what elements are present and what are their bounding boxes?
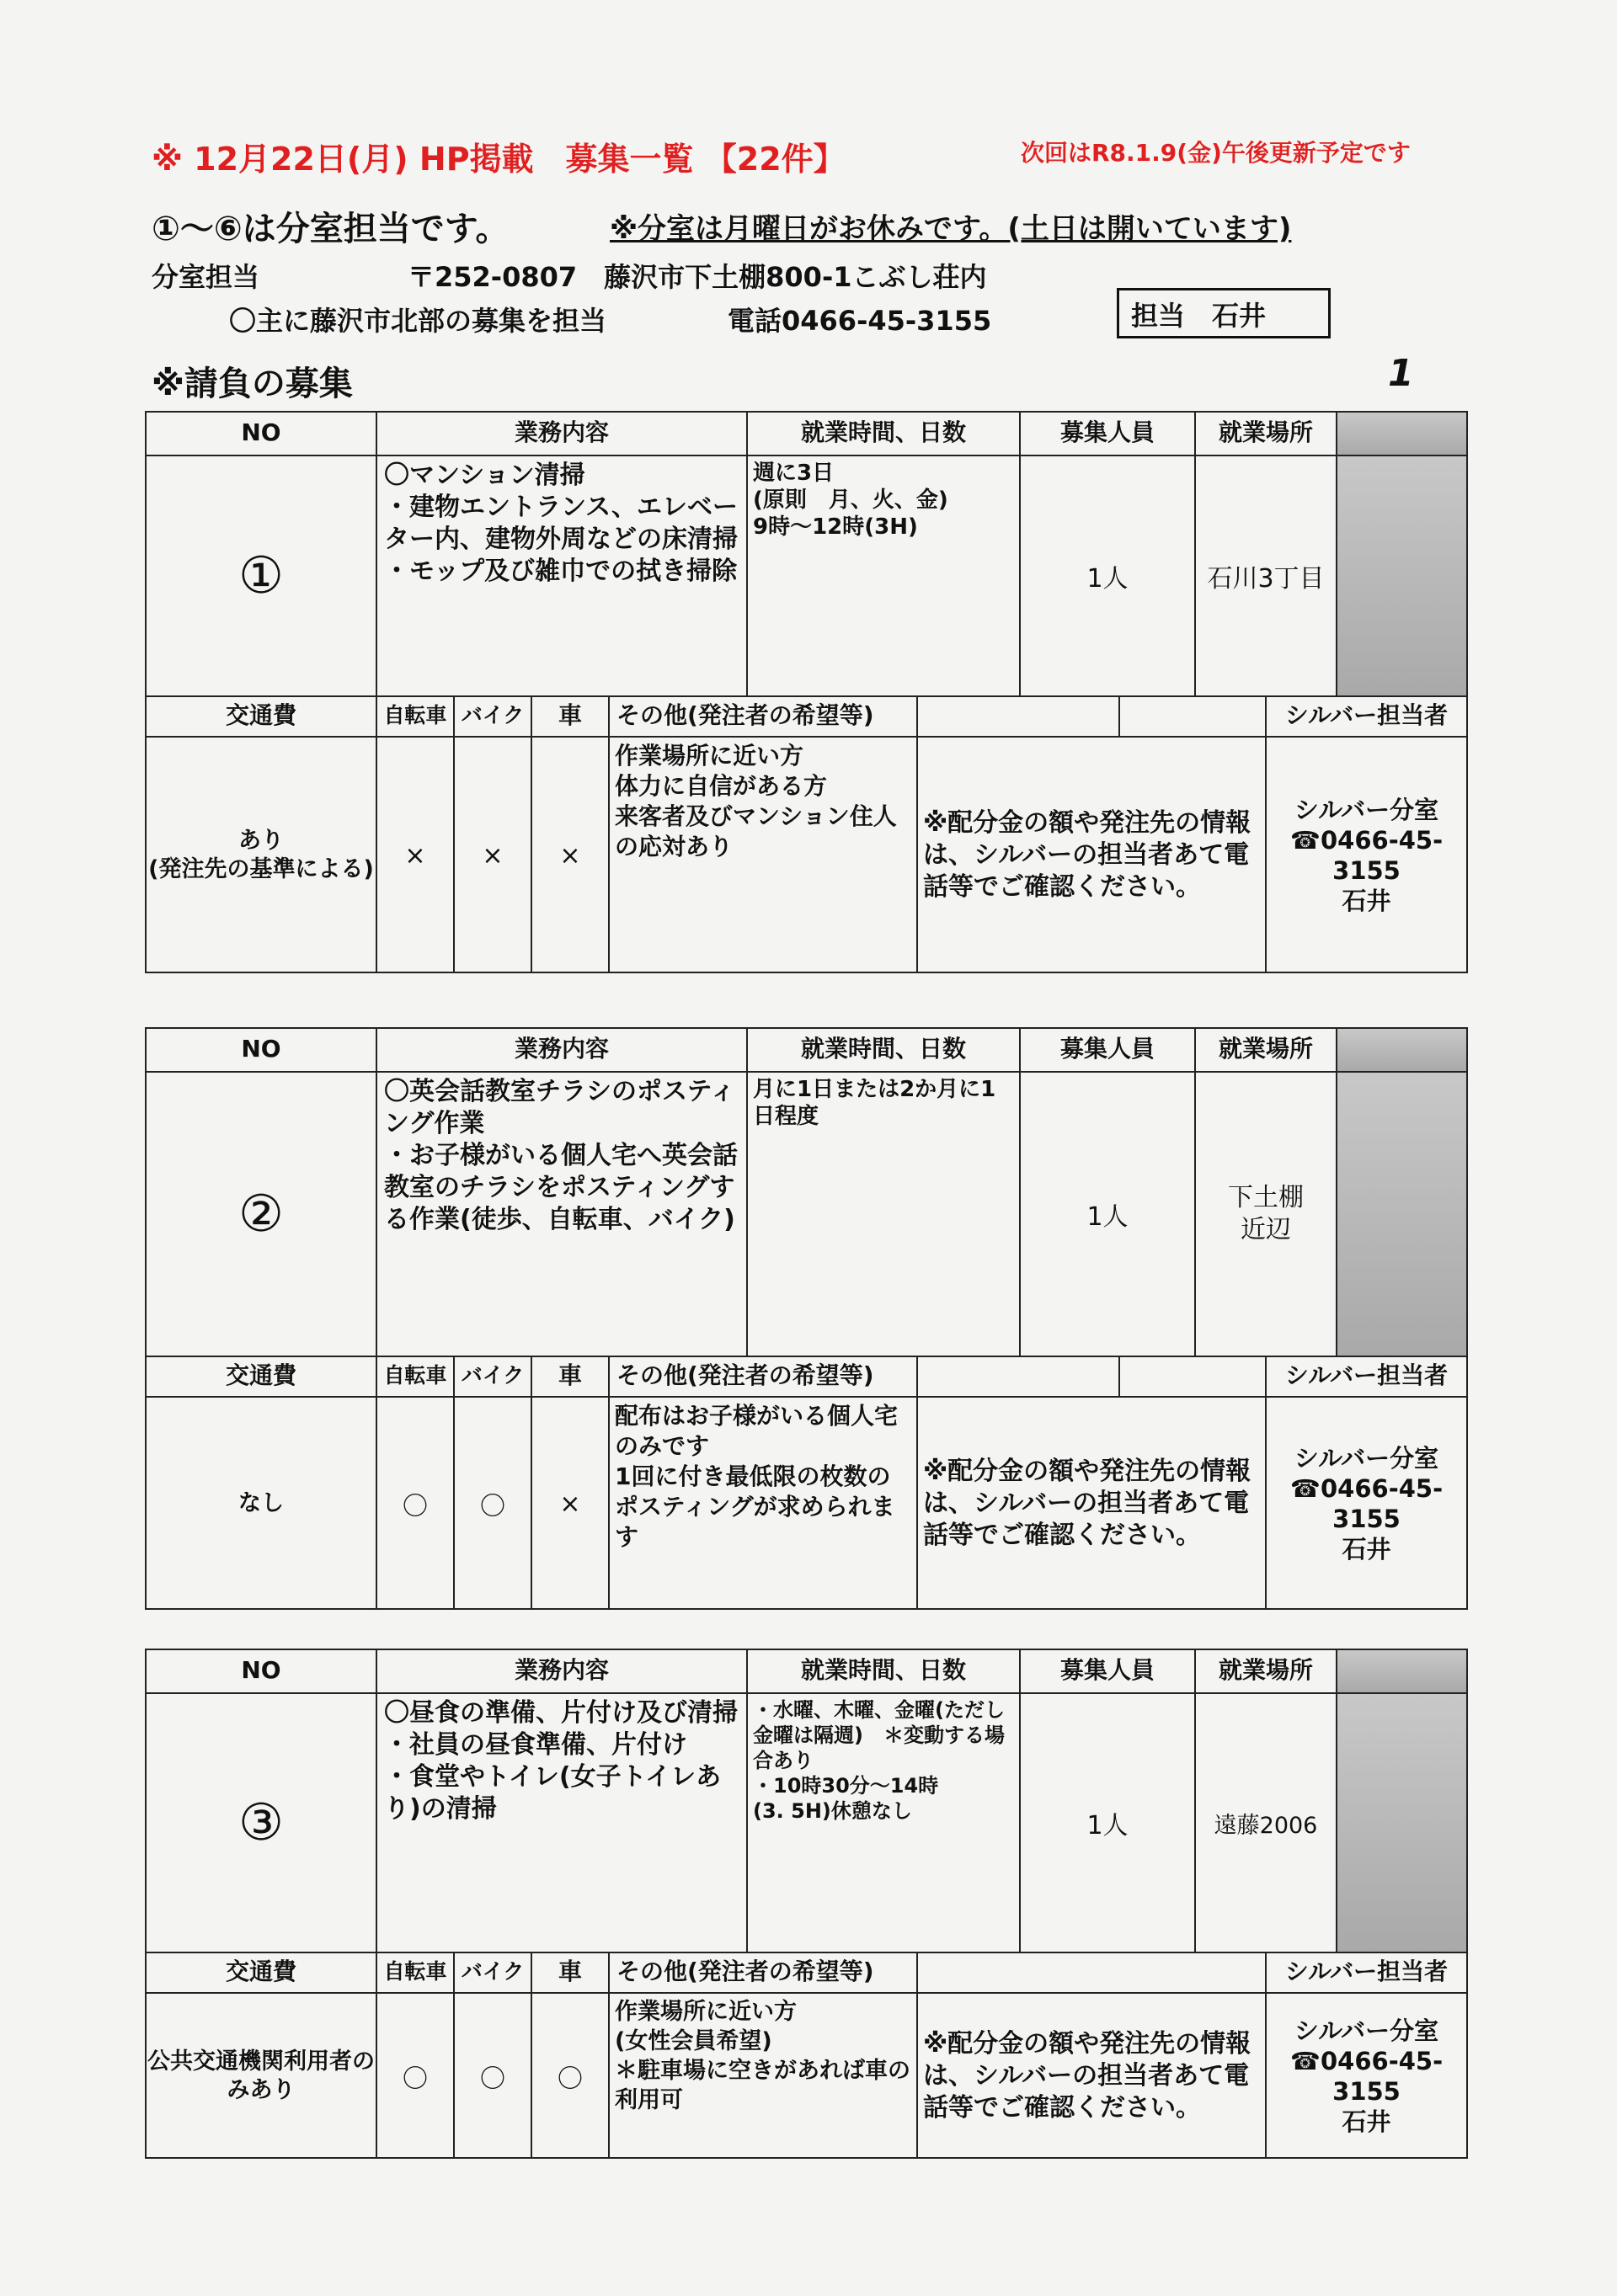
job-number: ② [147,1073,377,1356]
transport-detail-row [147,1994,1466,2159]
other-conditions: 作業場所に近い方 体力に自信がある方 来客者及びマンション住人の応対あり [610,738,918,973]
silver-contact: シルバー分室 ☎0466-45-3155 石井 [1289,2016,1444,2136]
transport-value: 公共交通機関利用者のみあり [147,1994,377,2159]
job-number: ③ [147,1694,377,1952]
bike-mark: × [455,738,532,973]
car-header: 車 [532,1357,610,1396]
car-mark: × [532,1398,610,1610]
transport-header: 交通費 [147,1953,377,1992]
car-header: 車 [532,1953,610,1992]
fee-note: ※配分金の額や発注先の情報は、シルバーの担当者あて電話等でご確認ください。 [918,738,1267,973]
job-header-row [147,1029,1466,1073]
place-header: 就業場所 [1196,413,1337,455]
shaded-cell [1337,1650,1466,1692]
job-work: 〇マンション清掃 ・建物エントランス、エレベーター内、建物外周などの床清掃 ・モップ及び雑巾での拭き掃除 [377,456,748,695]
place-header: 就業場所 [1196,1029,1337,1071]
hours-header: 就業時間、日数 [748,1650,1021,1692]
job-header-row [147,413,1466,456]
job-headcount: 1人 [1021,456,1196,695]
job-table [145,411,1468,973]
blank-cell [918,1357,1120,1396]
job-detail-row [147,456,1466,697]
silver-contact-header: シルバー担当者 [1284,1361,1449,1389]
no-header: NO [147,413,377,455]
job-place: 下土棚 近辺 [1196,1073,1337,1356]
branch-holiday-notice: ※分室は月曜日がお休みです。(土日は開いています) [610,212,1292,246]
bicycle-header: 自転車 [377,697,455,736]
page-number: 1 [1388,352,1414,395]
bike-header: バイク [455,1953,532,1992]
job-hours: ・水曜、木曜、金曜(ただし金曜は隔週) ＊変動する場合あり ・10時30分～14時 (3. 5H)休憩なし [748,1694,1021,1952]
headcount-header: 募集人員 [1021,413,1196,455]
headcount-header: 募集人員 [1021,1650,1196,1692]
headcount-header: 募集人員 [1021,1029,1196,1071]
job-headcount: 1人 [1021,1073,1196,1356]
page-title: ※ 12月22日(月) HP掲載 募集一覧 【22件】 [152,141,846,178]
job-detail-row [147,1073,1466,1357]
blank-cell [918,1953,1267,1992]
shaded-cell [1337,1029,1466,1071]
silver-contact: シルバー分室 ☎0466-45-3155 石井 [1289,796,1444,915]
branch-phone: 電話0466-45-3155 [728,305,992,337]
fee-note: ※配分金の額や発注先の情報は、シルバーの担当者あて電話等でご確認ください。 [918,1994,1267,2159]
job-detail-row [147,1694,1466,1953]
other-header: その他(発注者の希望等) [610,1953,918,1992]
hours-header: 就業時間、日数 [748,413,1021,455]
other-conditions: 配布はお子様がいる個人宅のみです 1回に付き最低限の枚数のポスティングが求められます [610,1398,918,1610]
job-header-row [147,1650,1466,1694]
next-update-notice: 次回はR8.1.9(金)午後更新予定です [1021,139,1411,167]
job-hours: 週に3日 (原則 月、火、金) 9時～12時(3H) [748,456,1021,695]
bicycle-header: 自転車 [377,1357,455,1396]
bicycle-header: 自転車 [377,1953,455,1992]
transport-detail-row [147,738,1466,973]
bike-mark: 〇 [455,1994,532,2159]
job-place: 石川3丁目 [1196,456,1337,695]
silver-contact: シルバー分室 ☎0466-45-3155 石井 [1289,1444,1444,1564]
transport-detail-row [147,1398,1466,1610]
shaded-cell [1337,456,1466,695]
person-in-charge-box: 担当 石井 [1117,288,1331,338]
shaded-cell [1337,1073,1466,1356]
bicycle-mark: 〇 [377,1398,455,1610]
car-header: 車 [532,697,610,736]
silver-contact-header: シルバー担当者 [1284,1958,1449,1985]
branch-scope-heading: ①～⑥は分室担当です。 [152,210,510,248]
job-table [145,1027,1468,1610]
branch-label: 分室担当 [152,261,260,293]
work-header: 業務内容 [377,1650,748,1692]
transport-header-row [147,697,1466,738]
transport-header: 交通費 [147,697,377,736]
silver-contact-header: シルバー担当者 [1284,701,1449,729]
shaded-cell [1337,1694,1466,1952]
bike-mark: 〇 [455,1398,532,1610]
fee-note: ※配分金の額や発注先の情報は、シルバーの担当者あて電話等でご確認ください。 [918,1398,1267,1610]
other-header: その他(発注者の希望等) [610,1357,918,1396]
car-mark: 〇 [532,1994,610,2159]
blank-cell [1120,1357,1267,1396]
transport-value: なし [147,1398,377,1610]
work-header: 業務内容 [377,1029,748,1071]
section-title: ※請負の募集 [152,365,353,403]
branch-address: 〒252-0807 藤沢市下土棚800-1こぶし荘内 [408,261,987,293]
transport-value: あり (発注先の基準による) [147,738,377,973]
other-header: その他(発注者の希望等) [610,697,918,736]
other-conditions: 作業場所に近い方 (女性会員希望) ＊駐車場に空きがあれば車の利用可 [610,1994,918,2159]
job-table [145,1649,1468,2159]
shaded-cell [1337,413,1466,455]
no-header: NO [147,1650,377,1692]
blank-cell [918,697,1120,736]
job-hours: 月に1日または2か月に1日程度 [748,1073,1021,1356]
work-header: 業務内容 [377,413,748,455]
hours-header: 就業時間、日数 [748,1029,1021,1071]
job-place: 遠藤2006 [1196,1694,1337,1952]
bicycle-mark: × [377,738,455,973]
transport-header-row [147,1357,1466,1398]
car-mark: × [532,738,610,973]
job-number: ① [147,456,377,695]
branch-area: 〇主に藤沢市北部の募集を担当 [229,305,607,337]
bike-header: バイク [455,1357,532,1396]
job-headcount: 1人 [1021,1694,1196,1952]
bicycle-mark: 〇 [377,1994,455,2159]
job-work: 〇昼食の準備、片付け及び清掃 ・社員の昼食準備、片付け ・食堂やトイレ(女子トイレあり)の清掃 [377,1694,748,1952]
place-header: 就業場所 [1196,1650,1337,1692]
blank-cell [1120,697,1267,736]
transport-header-row [147,1953,1466,1994]
bike-header: バイク [455,697,532,736]
transport-header: 交通費 [147,1357,377,1396]
job-work: 〇英会話教室チラシのポスティング作業 ・お子様がいる個人宅へ英会話教室のチラシをポスティングする作業(徒歩、自転車、バイク) [377,1073,748,1356]
no-header: NO [147,1029,377,1071]
